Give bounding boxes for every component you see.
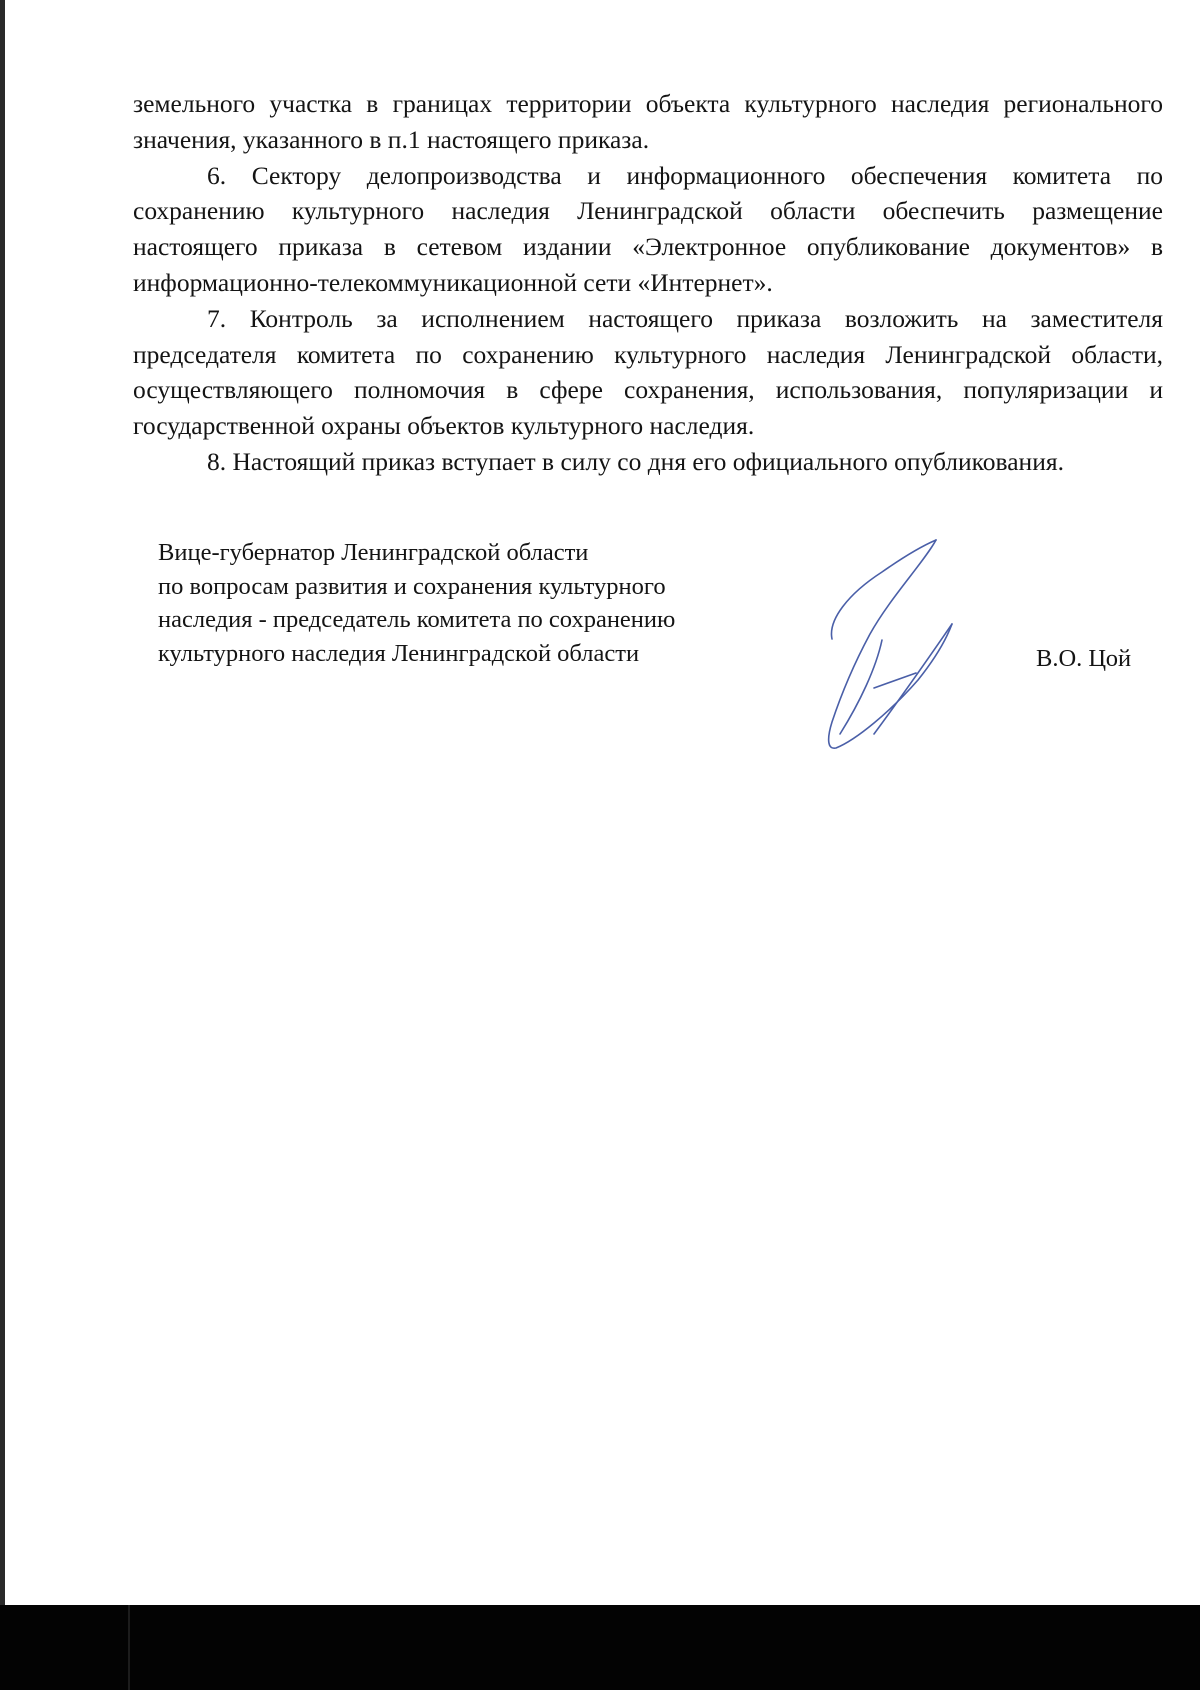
paragraph-item-7: 7. Контроль за исполнением настоящего приказа возложить на заместителя председателя комитета по сохранению культурного наследия Ленинградской области, осуществляющего полномочия в сфере сохранения, использования, популяризации и государственной охраны объектов культурного наследия. [133,303,1163,441]
signer-name: В.О. Цой [1036,645,1132,672]
order-body [133,86,1163,480]
signatory-line: наследия - председатель комитета по сохранению [158,606,676,633]
scan-left-edge [0,0,5,1605]
signatory-line: культурного наследия Ленинградской области [158,639,640,667]
paragraph-continuation: земельного участка в границах территории объекта культурного наследия регионального значения, указанного в п.1 настоящего приказа. [133,89,1163,154]
signatory-line: по вопросам развития и сохранения культурного [158,572,666,600]
scan-bar-seam [128,1605,130,1690]
paragraph-item-8: 8. Настоящий приказ вступает в силу со дня его официального опубликования. [207,446,1064,476]
scan-bottom-bar [0,1605,1200,1690]
signature-icon [826,536,1026,751]
paragraph-item-6: 6. Сектору делопроизводства и информационного обеспечения комитета по сохранению культурного наследия Ленинградской области обеспечить размещение настоящего приказа в сетевом издании «Электронное опубликование документов» в информационно-телекоммуникационной сети «Интернет». [133,160,1163,297]
signatory-title [158,536,778,670]
signatory-line: Вице-губернатор Ленинградской области [158,539,589,566]
